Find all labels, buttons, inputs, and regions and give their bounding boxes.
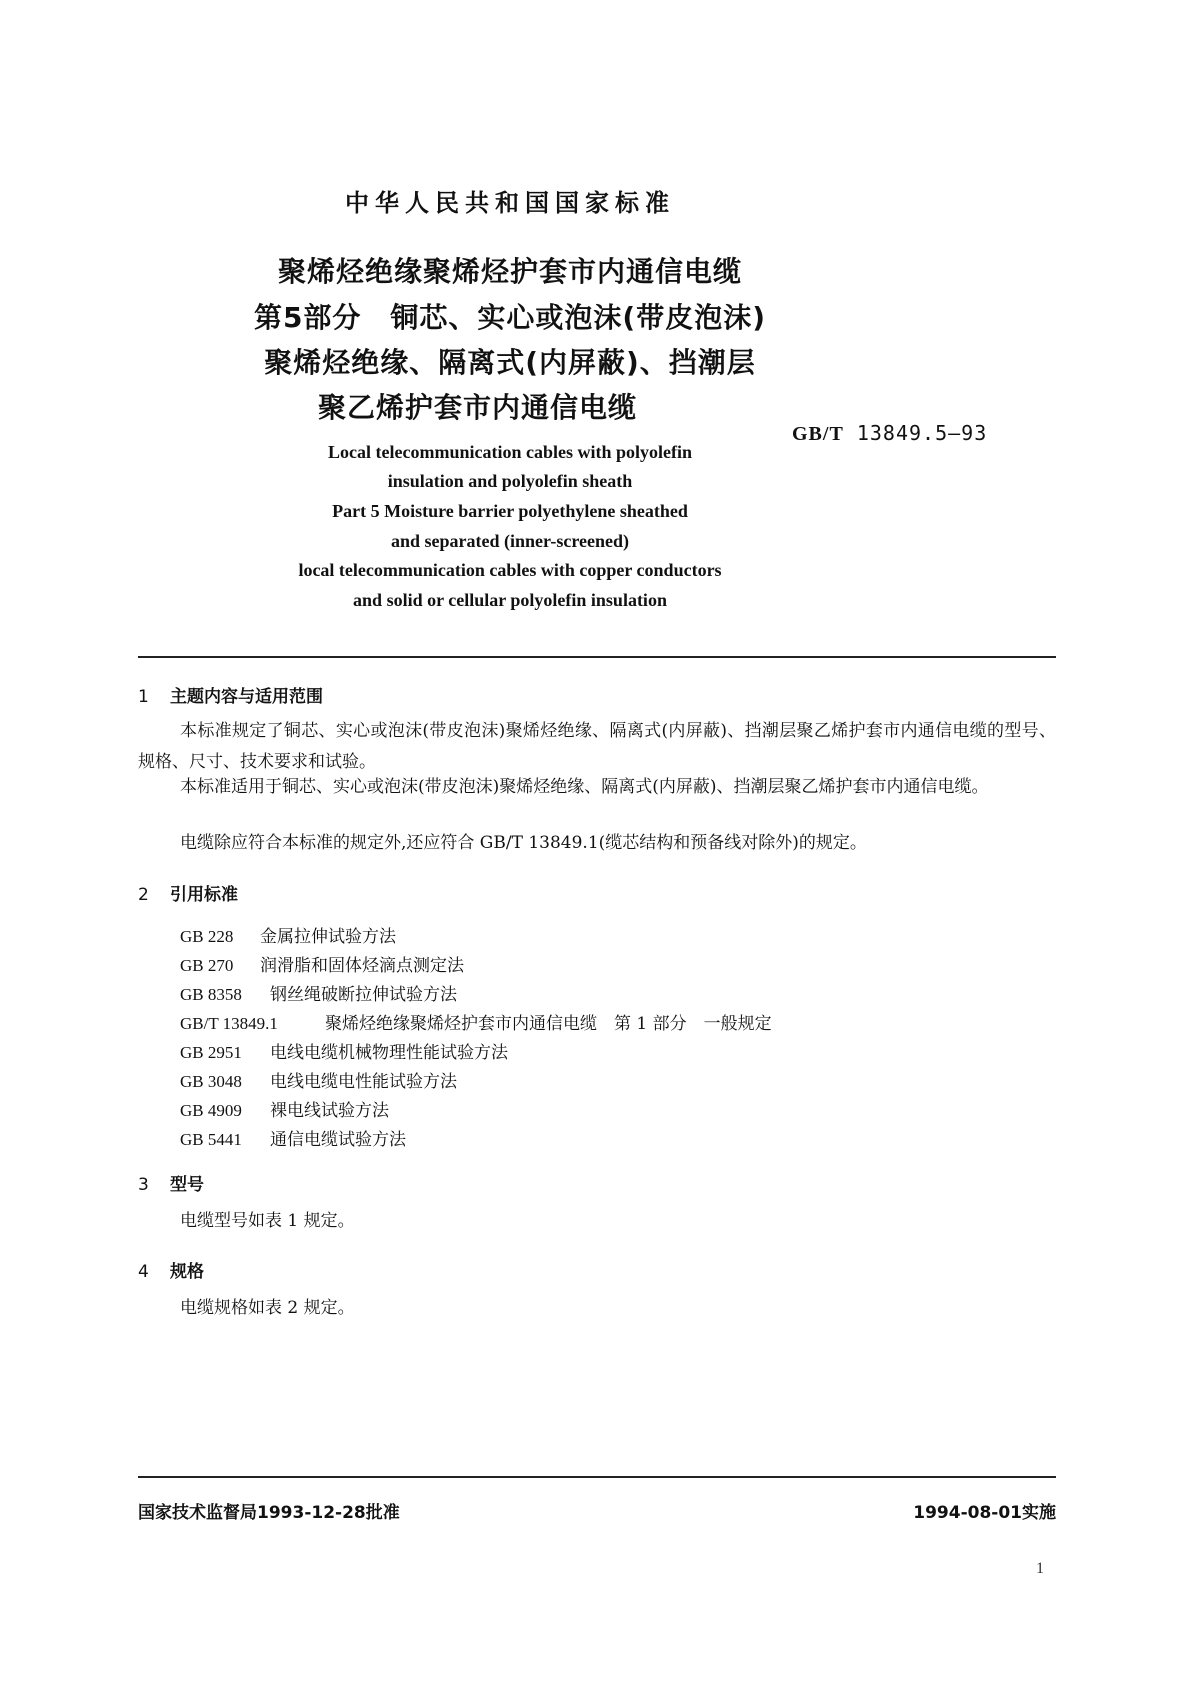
reference-title: 通信电缆试验方法 (270, 1130, 406, 1150)
reference-title: 电线电缆机械物理性能试验方法 (270, 1043, 508, 1063)
section-title: 型号 (170, 1175, 204, 1195)
paragraph-text: 本标准适用于铜芯、实心或泡沫(带皮泡沫)聚烯烃绝缘、隔离式(内屏蔽)、挡潮层聚乙烯护套市内通信电缆。 (180, 777, 989, 797)
title-cn-line-3: 聚烯烃绝缘、隔离式(内屏蔽)、挡潮层 (264, 346, 756, 379)
reference-title: 裸电线试验方法 (270, 1101, 389, 1121)
section-number: 2 (138, 885, 149, 905)
title-cn-line-1: 聚烯烃绝缘聚烯烃护套市内通信电缆 (277, 255, 742, 288)
section-number: 4 (138, 1262, 149, 1282)
paragraph-text: 本标准规定了铜芯、实心或泡沫(带皮泡沫)聚烯烃绝缘、隔离式(内屏蔽)、挡潮层聚乙烯护套市内通信电缆的型号、规格、尺寸、技术要求和试验。 (138, 721, 1056, 772)
reference-title: 电线电缆电性能试验方法 (270, 1072, 457, 1092)
paragraph-text: 电缆除应符合本标准的规定外,还应符合 GB/T 13849.1(缆芯结构和预备线对除外)的规定。 (180, 833, 867, 853)
reference-item (180, 922, 396, 947)
reference-code: GB 8358 (180, 985, 242, 1004)
reference-item (180, 1067, 457, 1092)
reference-title: 金属拉伸试验方法 (260, 927, 396, 947)
title-en-line-6: and solid or cellular polyolefin insulation (353, 590, 667, 610)
title-en-line-5: local telecommunication cables with copper conductors (298, 560, 722, 580)
reference-item (180, 1125, 406, 1150)
section-title: 规格 (170, 1262, 204, 1282)
approval-date: 国家技术监督局1993-12-28批准 (138, 1503, 400, 1523)
title-en-line-3: Part 5 Moisture barrier polyethylene sheathed (332, 501, 688, 521)
reference-item (180, 951, 464, 976)
footer (138, 1498, 1056, 1523)
section-2-heading (138, 880, 238, 905)
section-4-heading (138, 1257, 204, 1282)
reference-code: GB 2951 (180, 1043, 242, 1062)
reference-code: GB 4909 (180, 1101, 242, 1120)
section-number: 1 (138, 687, 149, 707)
section-1-heading (138, 682, 323, 707)
standard-code: 13849.5—93 (856, 421, 988, 445)
title-cn-line-2: 第5部分 铜芯、实心或泡沫(带皮泡沫) (253, 301, 767, 334)
standard-header: 中华人民共和国国家标准 (345, 189, 675, 217)
title-en-line-4: and separated (inner-screened) (391, 531, 629, 551)
reference-code: GB 270 (180, 956, 234, 975)
section-1-paragraph-3 (138, 828, 1056, 859)
reference-item (180, 1096, 389, 1121)
section-3-heading (138, 1170, 204, 1195)
reference-code: GB/T 13849.1 (180, 1014, 278, 1033)
section-number: 3 (138, 1175, 149, 1195)
section-1-paragraph-1 (138, 716, 1056, 778)
section-1-paragraph-2 (138, 772, 1056, 803)
paragraph-text: 电缆规格如表 2 规定。 (180, 1298, 355, 1318)
paragraph-text: 电缆型号如表 1 规定。 (180, 1211, 355, 1231)
section-title: 主题内容与适用范围 (170, 687, 323, 707)
reference-item (180, 980, 457, 1005)
reference-item (180, 1009, 772, 1034)
title-en-line-2: insulation and polyolefin sheath (387, 471, 633, 491)
reference-title: 润滑脂和固体烃滴点测定法 (260, 956, 464, 976)
reference-title: 钢丝绳破断拉伸试验方法 (270, 985, 457, 1005)
standard-prefix: GB/T (792, 423, 844, 445)
reference-item (180, 1038, 508, 1063)
reference-title: 聚烯烃绝缘聚烯烃护套市内通信电缆 第 1 部分 一般规定 (325, 1014, 772, 1034)
implementation-date: 1994-08-01实施 (913, 1503, 1056, 1523)
section-3-text (138, 1206, 1056, 1237)
reference-code: GB 3048 (180, 1072, 242, 1091)
bottom-divider (138, 1476, 1056, 1478)
reference-code: GB 5441 (180, 1130, 242, 1149)
title-cn-line-4: 聚乙烯护套市内通信电缆 (318, 391, 638, 424)
section-4-text (138, 1293, 1056, 1324)
title-en-line-1: Local telecommunication cables with polyolefin (328, 442, 692, 462)
page-number: 1 (1036, 1560, 1044, 1577)
reference-code: GB 228 (180, 927, 234, 946)
section-title: 引用标准 (170, 885, 238, 905)
top-divider (138, 656, 1056, 658)
